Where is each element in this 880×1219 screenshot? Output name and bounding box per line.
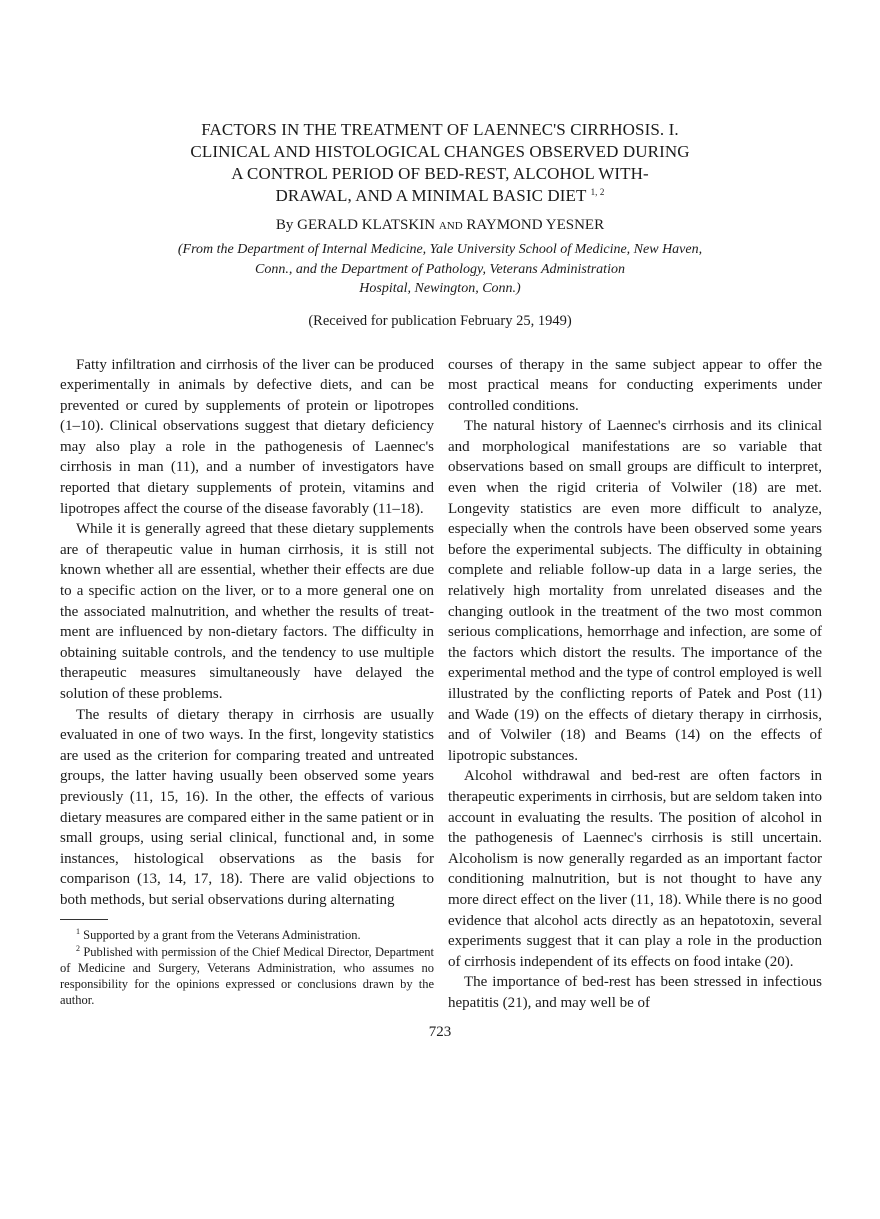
- title-line: [90, 185, 790, 207]
- paragraph: Fatty infiltration and cirrhosis of the liver can be produced experimentally in animals by defective diets, and can be prevented or cured by supplements of protein or lipotropes (1–10). Clinical observations suggest that dietary deficiency may also play a role in the pathogenesis of Laennec's cirrhosis in man (11), and a number of investigators have reported that dietary supplements of protein, vitamins and lipotropes affect the course of the disease favorably (11–18).: [60, 356, 434, 517]
- title-line: A CONTROL PERIOD OF BED-REST, ALCOHOL WITH-: [231, 164, 649, 183]
- affiliation-line: (From the Department of Internal Medicine, Yale University School of Medicine, New Haven,: [177, 242, 703, 257]
- paragraph: The results of dietary therapy in cirrhosis are usually evaluated in one of two ways. In the first, longevity statistics are used as the criterion for comparing treated and untreated groups, the latter having usually been observed some years previously (11, 15, 16). In the other, the effects of various dietary measures are compared either in the same patient or in small groups, using serial clinical, functional and, in some instances, histological observations as the basis for comparison (13, 14, 17, 18). There are valid objections to both methods, but serial observations during alternating: [60, 706, 434, 908]
- title-line: CLINICAL AND HISTOLOGICAL CHANGES OBSERVED DURING: [190, 142, 690, 161]
- received-date: (Received for publication February 25, 1949): [308, 312, 572, 329]
- title-line-text: DRAWAL, AND A MINIMAL BASIC DIET: [275, 186, 587, 205]
- affiliation-line: Conn., and the Department of Pathology, Veterans Administration: [255, 261, 625, 277]
- footnote-mark: 2: [76, 943, 80, 953]
- paragraph: The natural history of Laennec's cirrhosis and its clinical and morphological manifestations are so variable that observations based on small groups are difficult to interpret, even when the rigid criteria of Volwiler (18) are met. Longevity statistics are even more difficult to analyze, especially when the controls have been observed some years before the experimental subjects. The difficulty in obtaining complete and reliable follow-up data in a large series, the relatively high mortality from unrelated diseases and the changing outlook in the treatment of the two most common serious complications, hemorrhage and infection, are some of the factors which distort the results. The importance of the experimental method and the type of control employed is well illustrated by the conflicting reports of Patek and Post (11) and Wade (19) on the effects of dietary therapy in cirrhosis, and of Volwiler (18) and Beams (14) on the effects of lipotropic substances.: [448, 418, 822, 764]
- footnote-text: Supported by a grant from the Veterans Administration.: [83, 927, 361, 942]
- author-line: [90, 215, 790, 236]
- footnote: [60, 927, 434, 943]
- paragraph: While it is generally agreed that these dietary supplements are of therapeutic value in human cirrhosis, it is still not known whether all are essential, whether their effects are due to a specific action on the liver, or to a more general one on the associated malnutrition, and whether the results of treatment are influenced by non-dietary factors. The difficulty in obtaining suitable controls, and the tendency to use multiple therapeutic measures simultaneously have delayed the solution of these problems.: [60, 521, 434, 702]
- left-column: [60, 355, 434, 1009]
- page-number: 723: [428, 1023, 452, 1040]
- title-line: FACTORS IN THE TREATMENT OF LAENNEC'S CIRRHOSIS. I.: [201, 120, 679, 139]
- footnote-mark: 1: [76, 926, 80, 936]
- footnotes: [60, 927, 434, 1008]
- title-footnote-marks: 1, 2: [590, 187, 605, 197]
- footnote-divider: [60, 919, 108, 920]
- paragraph: The importance of bed-rest has been stressed in infectious hepatitis (21), and may well be of: [448, 974, 822, 1011]
- and-label: AND: [438, 220, 463, 232]
- right-column: [448, 355, 822, 1014]
- by-label: By: [275, 217, 294, 233]
- affiliation-line: Hospital, Newington, Conn.): [359, 281, 521, 296]
- article-title: [90, 119, 790, 207]
- paragraph: courses of therapy in the same subject appear to offer the most practical means for conducting experiments under controlled conditions.: [448, 356, 822, 414]
- author-name: GERALD KLATSKIN: [297, 217, 436, 233]
- affiliation: [95, 240, 785, 299]
- body-columns: [60, 355, 822, 1014]
- footnote-text: Published with permission of the Chief Medical Director, Department of Medicine and Surgery, Veterans Administration, who assumes no responsibility for the opinions expressed or conclusions drawn by the author.: [60, 944, 434, 1007]
- paragraph: Alcohol withdrawal and bed-rest are often factors in therapeutic experiments in cirrhosis, but are seldom taken into account in evaluating the results. The position of alcohol in the pathogenesis of Laennec's cirrhosis is still uncertain. Alcoholism is now generally regarded as an important factor conditioning malnutrition, but is not thought to have any more direct effect on the liver (11, 18). While there is no good evidence that alcohol acts directly as an hepatotoxin, several experiments suggest that it can play a role in the production of cirrhosis independent of its effects on food intake (20).: [448, 768, 822, 970]
- author-name: RAYMOND YESNER: [466, 217, 605, 233]
- footnote: [60, 944, 434, 1008]
